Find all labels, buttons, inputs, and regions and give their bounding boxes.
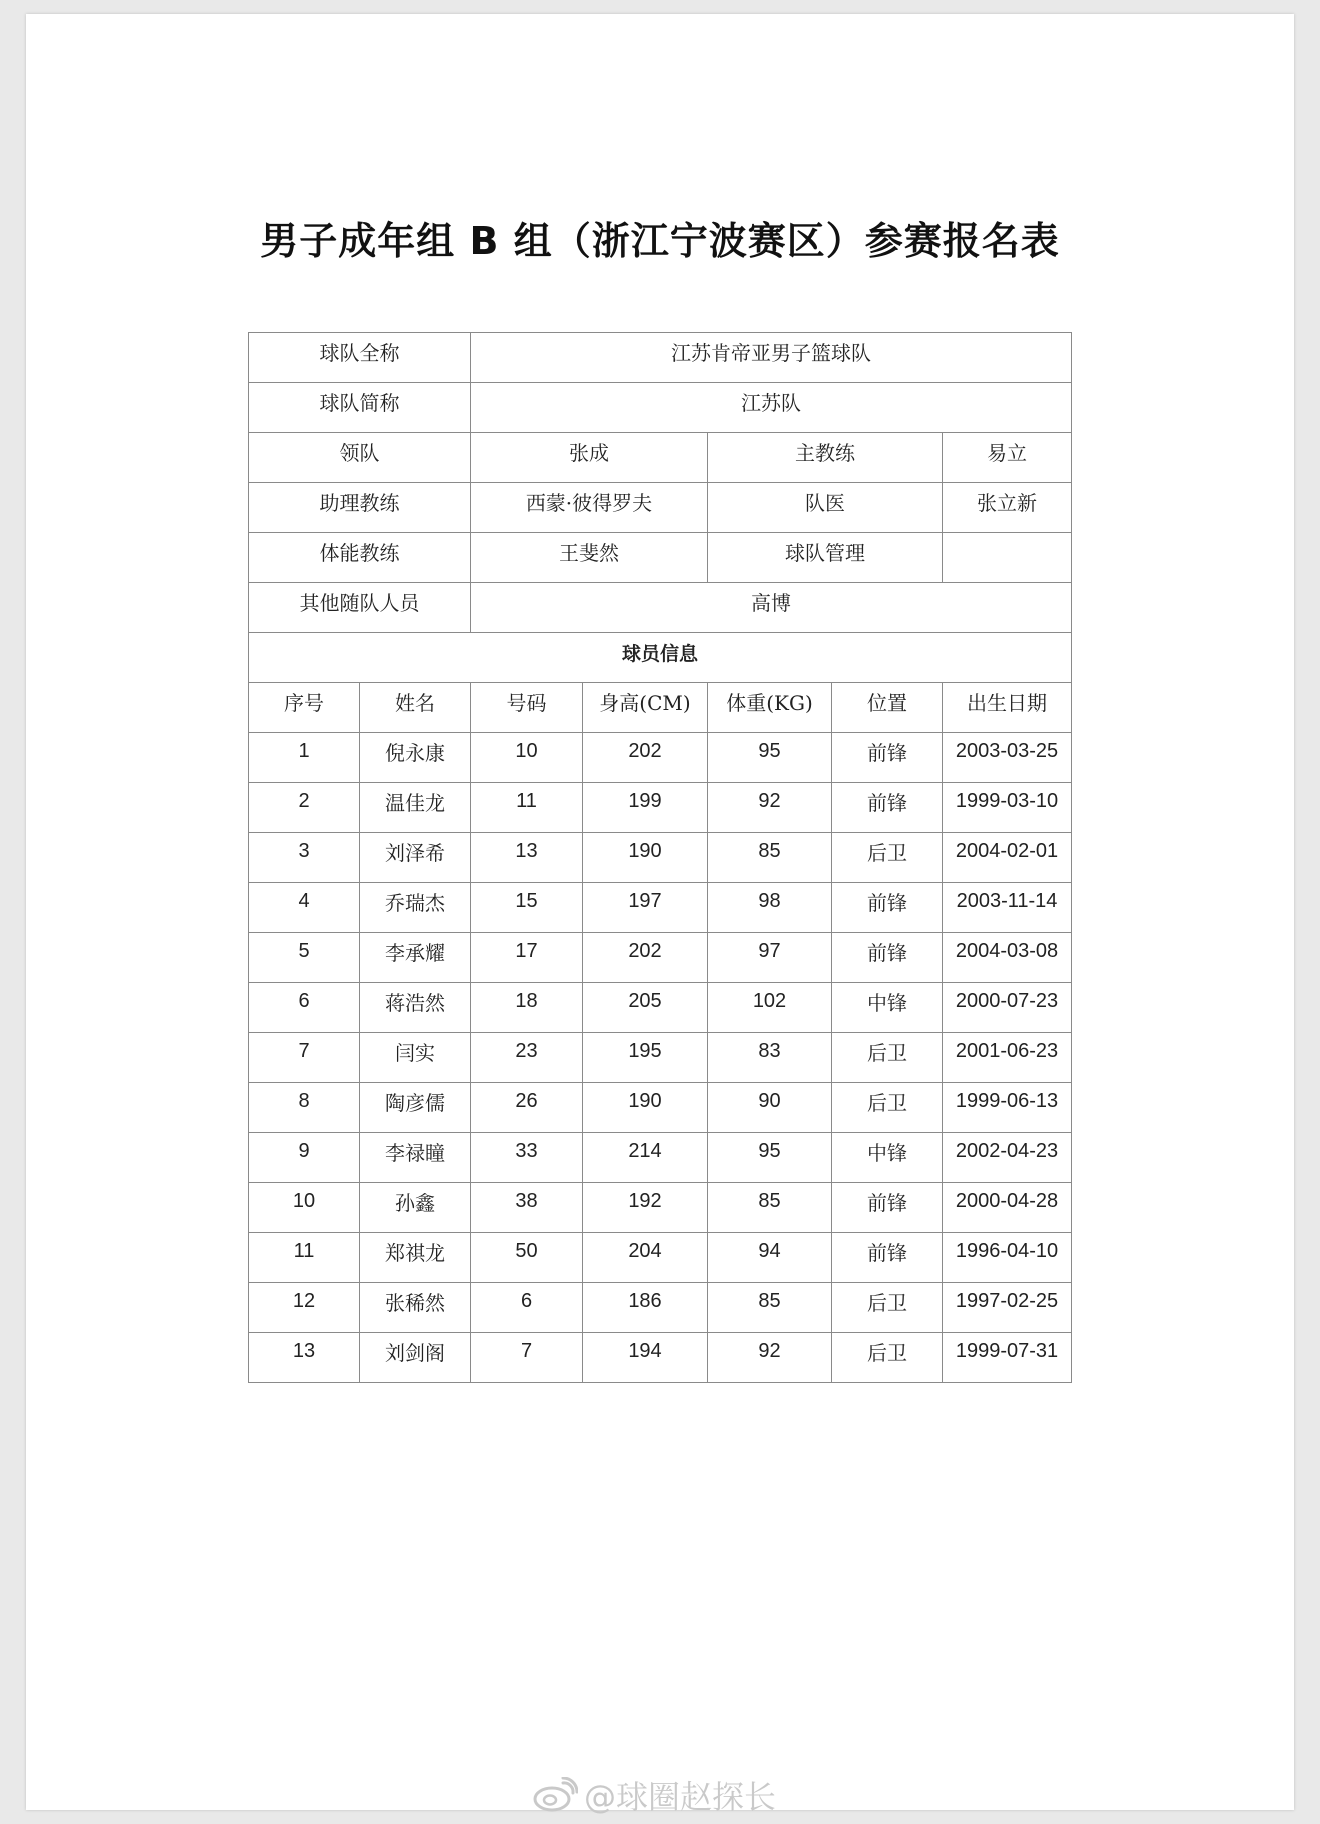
player-weight-cell: 94 [708,1233,832,1283]
player-height-cell: 194 [583,1333,708,1383]
player-height-cell: 204 [583,1233,708,1283]
weibo-icon [532,1777,578,1813]
team-short-name: 江苏队 [471,383,1072,433]
label-cell: 体能教练 [249,533,471,583]
player-name-cell: 孙鑫 [360,1183,471,1233]
player-name-cell: 温佳龙 [360,783,471,833]
player-weight-cell: 90 [708,1083,832,1133]
player-position-cell: 后卫 [832,1033,943,1083]
player-birth-cell: 2003-03-25 [943,733,1072,783]
player-weight-cell: 95 [708,1133,832,1183]
player-position-cell: 前锋 [832,1233,943,1283]
player-number-cell: 23 [471,1033,583,1083]
player-no-cell: 4 [249,883,360,933]
players-section-row [249,633,1072,683]
column-header: 姓名 [360,683,471,733]
team-fitness-coach: 王斐然 [471,533,708,583]
column-header: 序号 [249,683,360,733]
player-position-cell: 前锋 [832,783,943,833]
player-number-cell: 17 [471,933,583,983]
player-birth-cell: 2004-02-01 [943,833,1072,883]
player-weight-cell: 102 [708,983,832,1033]
player-weight-cell: 83 [708,1033,832,1083]
player-row [249,1033,1072,1083]
player-birth-cell: 2004-03-08 [943,933,1072,983]
player-position-cell: 中锋 [832,1133,943,1183]
player-row [249,1283,1072,1333]
player-no-cell: 1 [249,733,360,783]
player-position-cell: 后卫 [832,1083,943,1133]
team-row-others [249,583,1072,633]
player-weight-cell: 97 [708,933,832,983]
player-row [249,1183,1072,1233]
team-row-fitness [249,533,1072,583]
player-number-cell: 38 [471,1183,583,1233]
player-row [249,983,1072,1033]
player-position-cell: 前锋 [832,933,943,983]
player-name-cell: 刘剑阁 [360,1333,471,1383]
player-row [249,1083,1072,1133]
player-name-cell: 郑祺龙 [360,1233,471,1283]
player-weight-cell: 92 [708,783,832,833]
watermark-text: @球圈赵探长 [584,1778,777,1816]
player-name-cell: 李承耀 [360,933,471,983]
player-height-cell: 214 [583,1133,708,1183]
player-position-cell: 中锋 [832,983,943,1033]
player-height-cell: 205 [583,983,708,1033]
player-height-cell: 202 [583,733,708,783]
label-cell: 助理教练 [249,483,471,533]
player-number-cell: 13 [471,833,583,883]
player-name-cell: 倪永康 [360,733,471,783]
player-height-cell: 186 [583,1283,708,1333]
player-birth-cell: 1999-03-10 [943,783,1072,833]
player-height-cell: 202 [583,933,708,983]
player-position-cell: 前锋 [832,1183,943,1233]
player-no-cell: 6 [249,983,360,1033]
player-name-cell: 陶彦儒 [360,1083,471,1133]
team-leader: 张成 [471,433,708,483]
column-header: 号码 [471,683,583,733]
team-head-coach: 易立 [943,433,1072,483]
team-row-leader [249,433,1072,483]
player-weight-cell: 85 [708,1283,832,1333]
player-weight-cell: 85 [708,1183,832,1233]
player-no-cell: 10 [249,1183,360,1233]
team-full-name: 江苏肯帝亚男子篮球队 [471,333,1072,383]
player-row [249,1233,1072,1283]
player-height-cell: 197 [583,883,708,933]
label-cell: 其他随队人员 [249,583,471,633]
player-row [249,1333,1072,1383]
player-weight-cell: 95 [708,733,832,783]
player-weight-cell: 92 [708,1333,832,1383]
player-height-cell: 190 [583,833,708,883]
player-birth-cell: 2000-07-23 [943,983,1072,1033]
player-birth-cell: 2000-04-28 [943,1183,1072,1233]
player-number-cell: 11 [471,783,583,833]
column-header: 出生日期 [943,683,1072,733]
player-birth-cell: 1997-02-25 [943,1283,1072,1333]
player-row [249,1133,1072,1183]
player-name-cell: 李禄瞳 [360,1133,471,1183]
player-no-cell: 13 [249,1333,360,1383]
player-height-cell: 195 [583,1033,708,1083]
player-position-cell: 前锋 [832,883,943,933]
player-no-cell: 8 [249,1083,360,1133]
player-row [249,883,1072,933]
player-birth-cell: 2003-11-14 [943,883,1072,933]
registration-table [248,332,1072,1383]
player-name-cell: 闫实 [360,1033,471,1083]
column-header: 位置 [832,683,943,733]
column-header: 体重(KG) [708,683,832,733]
player-birth-cell: 1996-04-10 [943,1233,1072,1283]
label-cell: 主教练 [708,433,943,483]
players-section-heading: 球员信息 [249,633,1072,683]
player-name-cell: 蒋浩然 [360,983,471,1033]
team-assistant-coach: 西蒙·彼得罗夫 [471,483,708,533]
player-height-cell: 199 [583,783,708,833]
player-number-cell: 7 [471,1333,583,1383]
player-no-cell: 12 [249,1283,360,1333]
player-height-cell: 192 [583,1183,708,1233]
player-height-cell: 190 [583,1083,708,1133]
player-name-cell: 张稀然 [360,1283,471,1333]
player-position-cell: 后卫 [832,1283,943,1333]
team-row-assistant [249,483,1072,533]
team-row-short-name [249,383,1072,433]
label-cell: 队医 [708,483,943,533]
page-title: 男子成年组 B 组（浙江宁波赛区）参赛报名表 [260,219,1060,263]
players-header-row [249,683,1072,733]
player-name-cell: 乔瑞杰 [360,883,471,933]
player-row [249,733,1072,783]
player-number-cell: 50 [471,1233,583,1283]
player-birth-cell: 1999-06-13 [943,1083,1072,1133]
player-no-cell: 3 [249,833,360,883]
player-number-cell: 26 [471,1083,583,1133]
team-manager [943,533,1072,583]
player-no-cell: 9 [249,1133,360,1183]
player-no-cell: 11 [249,1233,360,1283]
player-row [249,783,1072,833]
player-row [249,933,1072,983]
player-birth-cell: 1999-07-31 [943,1333,1072,1383]
player-birth-cell: 2002-04-23 [943,1133,1072,1183]
player-position-cell: 前锋 [832,733,943,783]
player-birth-cell: 2001-06-23 [943,1033,1072,1083]
player-name-cell: 刘泽希 [360,833,471,883]
team-others: 高博 [471,583,1072,633]
label-cell: 领队 [249,433,471,483]
player-no-cell: 2 [249,783,360,833]
player-weight-cell: 85 [708,833,832,883]
player-number-cell: 33 [471,1133,583,1183]
column-header: 身高(CM) [583,683,708,733]
player-position-cell: 后卫 [832,833,943,883]
player-number-cell: 10 [471,733,583,783]
player-number-cell: 15 [471,883,583,933]
label-cell: 球队管理 [708,533,943,583]
player-number-cell: 18 [471,983,583,1033]
player-no-cell: 5 [249,933,360,983]
players-table-body [249,733,1072,1383]
label-cell: 球队简称 [249,383,471,433]
player-position-cell: 后卫 [832,1333,943,1383]
team-doctor: 张立新 [943,483,1072,533]
player-weight-cell: 98 [708,883,832,933]
player-row [249,833,1072,883]
label-cell: 球队全称 [249,333,471,383]
player-no-cell: 7 [249,1033,360,1083]
player-number-cell: 6 [471,1283,583,1333]
team-row-full-name [249,333,1072,383]
watermark [532,1772,776,1818]
